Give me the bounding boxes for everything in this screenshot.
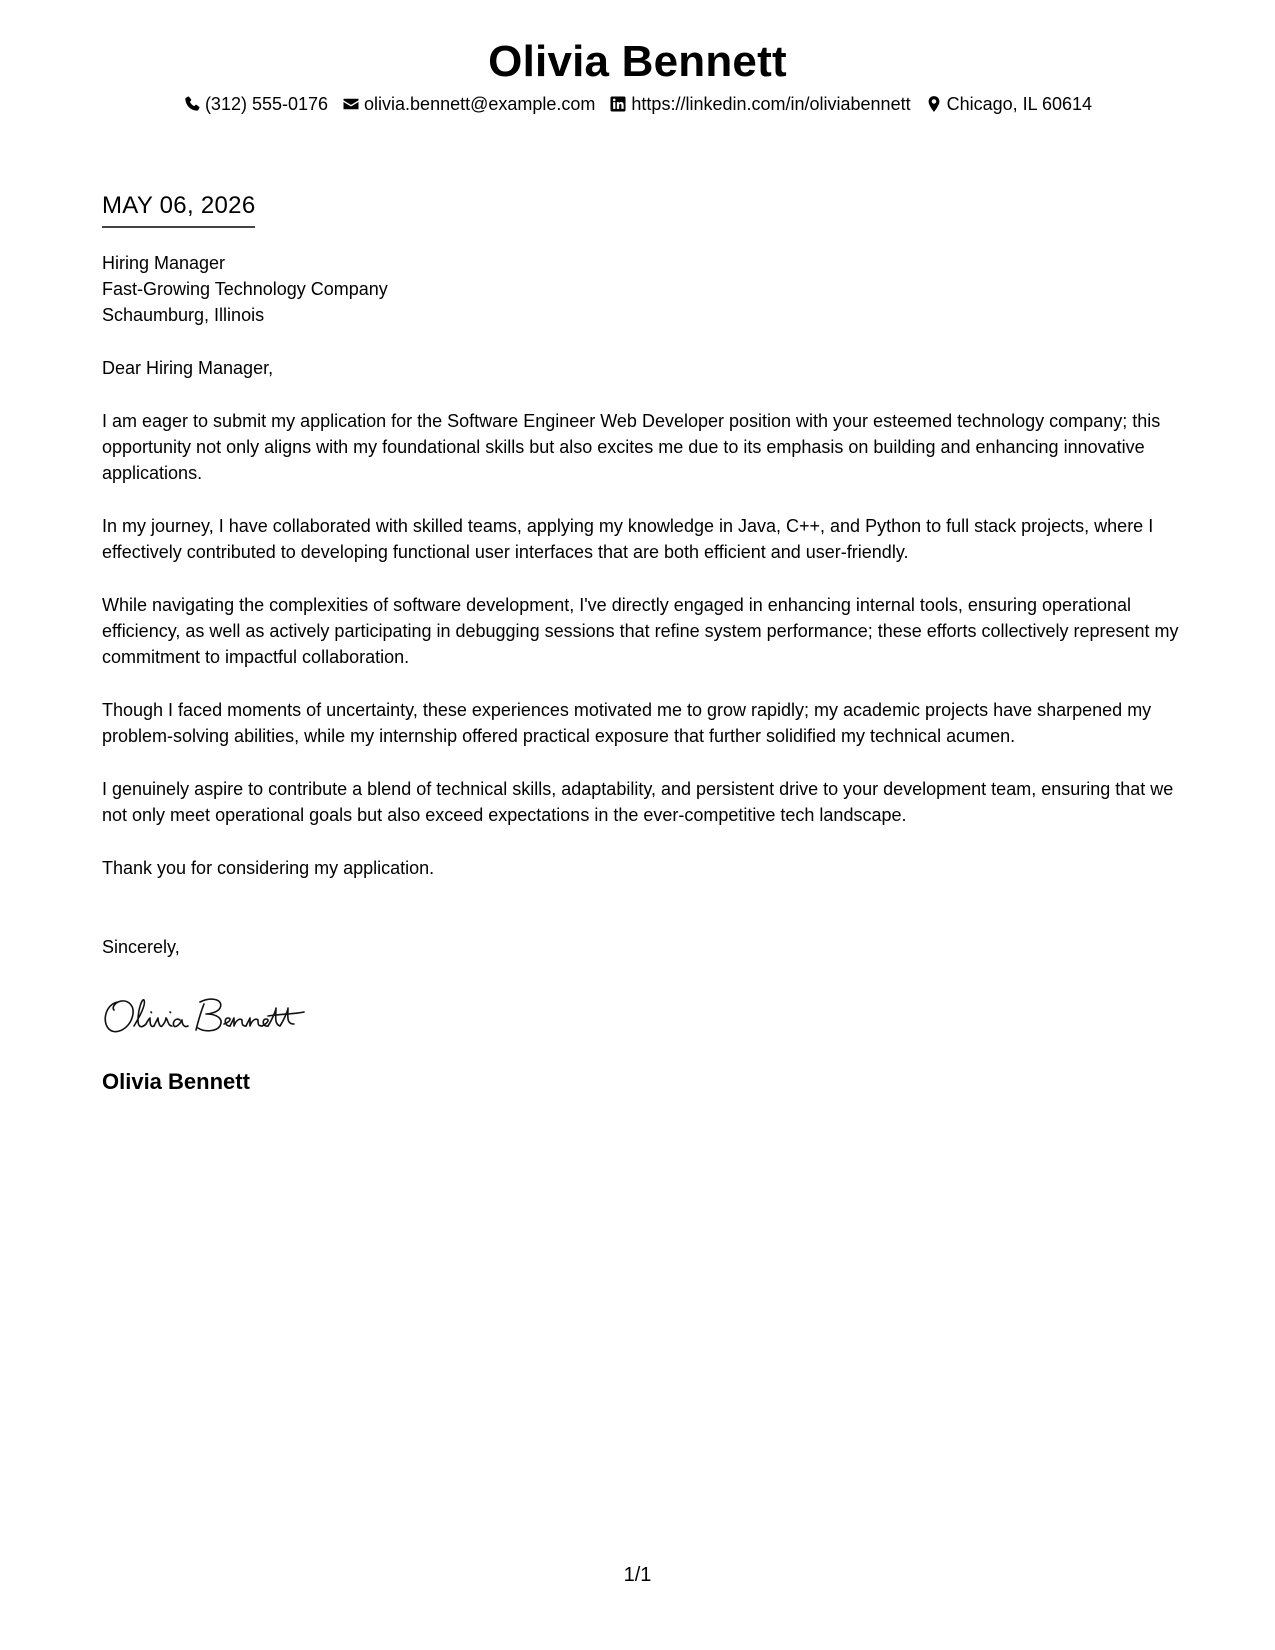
envelope-icon (342, 95, 360, 113)
recipient-title: Hiring Manager (102, 253, 226, 273)
paragraph-3: While navigating the complexities of software development, I've directly engaged in enhancing internal tools, ensuring operational efficiency, as well as actively participating in debugging sessions that refine system performance; these efforts collectively represent my commitment to impactful collaboration. (102, 595, 1179, 667)
contact-linkedin (609, 92, 910, 116)
map-pin-icon (925, 95, 943, 113)
paragraph-5: I genuinely aspire to contribute a blend of technical skills, adaptability, and persistent drive to your development team, ensuring that we not only meet operational goals but also exceed expectations in the ever-competitive tech landscape. (102, 779, 1174, 825)
handwritten-signature (100, 990, 340, 1040)
paragraph-1: I am eager to submit my application for the Software Engineer Web Developer position with your esteemed technology company; this opportunity not only aligns with my foundational skills but also excites me due to its emphasis on building and enhancing innovative applications. (102, 411, 1161, 483)
recipient-company: Fast-Growing Technology Company (102, 279, 388, 299)
email-address[interactable]: olivia.bennett@example.com (364, 94, 596, 114)
contact-phone (183, 92, 328, 116)
page-number: 1/1 (623, 1564, 652, 1586)
linkedin-icon (609, 95, 627, 113)
salutation: Dear Hiring Manager, (102, 358, 274, 378)
paragraph-4: Though I faced moments of uncertainty, these experiences motivated me to grow rapidly; my academic projects have sharpened my problem-solving abilities, while my internship offered practical exposure that further solidified my technical acumen. (102, 700, 1152, 746)
contact-location (925, 92, 1092, 116)
contact-email (342, 92, 595, 116)
paragraph-2: In my journey, I have collaborated with skilled teams, applying my knowledge in Java, C++, and Python to full stack projects, where I effectively contributed to developing functional user interfaces that are both efficient and user-friendly. (102, 516, 1154, 562)
phone-number: (312) 555-0176 (204, 94, 329, 114)
thank-you-line: Thank you for considering my application. (102, 858, 435, 878)
contact-bar (0, 92, 1275, 116)
linkedin-url[interactable]: https://linkedin.com/in/oliviabennett (631, 94, 911, 114)
signed-name: Olivia Bennett (102, 1069, 250, 1094)
closing-line: Sincerely, (102, 937, 180, 957)
applicant-name: Olivia Bennett (488, 37, 787, 86)
recipient-location: Schaumburg, Illinois (102, 305, 265, 325)
letter-date: MAY 06, 2026 (102, 190, 255, 228)
location-text: Chicago, IL 60614 (946, 94, 1093, 114)
recipient-block (102, 250, 1182, 328)
phone-icon (183, 95, 201, 113)
